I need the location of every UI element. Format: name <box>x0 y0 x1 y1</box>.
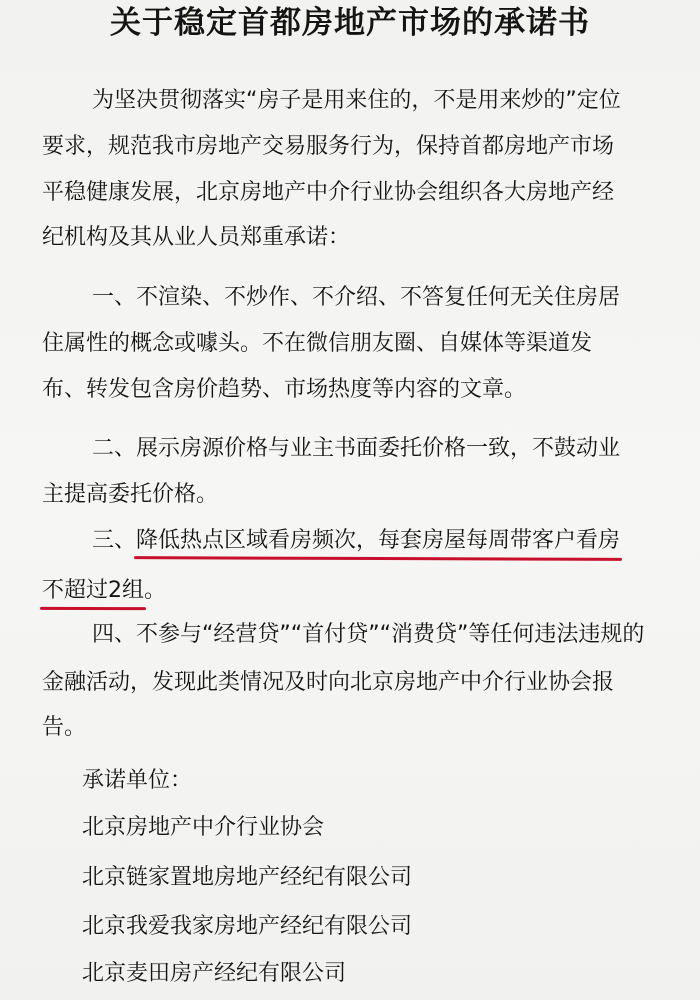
item1-line-3: 布、转发包含房价趋势、市场热度等内容的文章。 <box>42 377 527 402</box>
intro-line-1: 为坚决贯彻落实“房子是用来住的，不是用来炒的”定位 <box>92 88 621 113</box>
item3-highlight-2: 不超过2组 <box>42 576 144 606</box>
signatory-4: 北京麦田房产经纪有限公司 <box>82 961 347 986</box>
signatory-3: 北京我爱我家房地产经纪有限公司 <box>82 914 413 939</box>
item3-line-2 <box>42 576 166 606</box>
signatory-2: 北京链家置地房地产经纪有限公司 <box>82 865 413 890</box>
item1-line-2: 住属性的概念或噱头。不在微信朋友圈、自媒体等渠道发 <box>42 331 593 356</box>
intro-line-4: 纪机构及其从业人员郑重承诺： <box>42 225 351 250</box>
intro-line-3: 平稳健康发展，北京房地产中介行业协会组织各大房地产经 <box>42 180 615 205</box>
item4-line-2: 金融活动，发现此类情况及时向北京房地产中介行业协会报 <box>42 670 615 695</box>
item3-line-1 <box>92 526 620 556</box>
item4-line-1: 四、不参与“经营贷”“首付贷”“消费贷”等任何违法违规的 <box>92 622 645 647</box>
item3-highlight-1: 降低热点区域看房频次，每套房屋每周带客户看房 <box>136 526 620 556</box>
item2-line-1: 二、展示房源价格与业主书面委托价格一致，不鼓动业 <box>92 436 621 461</box>
item3-prefix: 三、 <box>92 528 137 553</box>
item2-line-2: 主提高委托价格。 <box>42 482 219 507</box>
document-title: 关于稳定首都房地产市场的承诺书 <box>110 5 590 41</box>
signatory-1: 北京房地产中介行业协会 <box>82 815 325 840</box>
intro-line-2: 要求，规范我市房地产交易服务行为，保持首都房地产市场 <box>42 134 615 159</box>
item1-line-1: 一、不渲染、不炒作、不介绍、不答复任何无关住房居 <box>92 285 621 310</box>
item3-suffix: 。 <box>144 578 167 603</box>
signatories-label: 承诺单位： <box>82 768 193 793</box>
item4-line-3: 告。 <box>42 715 87 740</box>
